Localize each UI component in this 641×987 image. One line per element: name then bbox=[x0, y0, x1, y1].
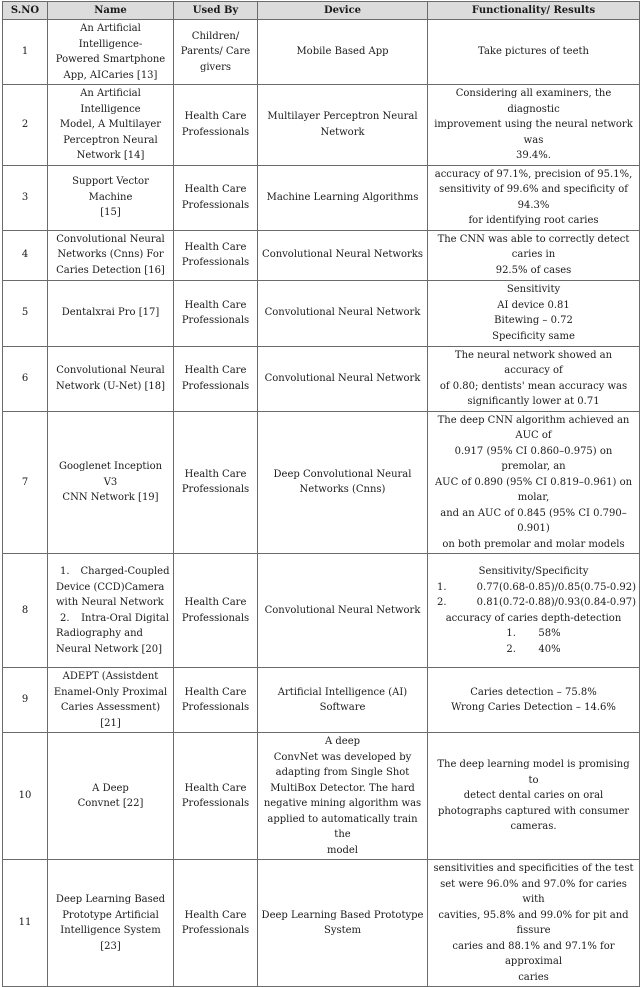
cell-name bbox=[48, 165, 174, 230]
result-value: 58% bbox=[538, 628, 561, 639]
cell-device bbox=[258, 85, 428, 166]
table-header-row bbox=[3, 2, 640, 20]
cell-text-line: The neural network showed an accuracy of bbox=[454, 349, 613, 376]
cell-text-line: Health Care bbox=[184, 365, 247, 376]
cell-used-by bbox=[174, 411, 258, 554]
cell-text-line: Enamel-Only Proximal bbox=[53, 686, 168, 698]
cell-device bbox=[258, 20, 428, 85]
cell-name bbox=[48, 346, 174, 411]
cell-used-by bbox=[174, 733, 258, 860]
cell-results bbox=[428, 280, 640, 346]
cell-device bbox=[258, 280, 428, 346]
table-row bbox=[3, 20, 640, 85]
cell-used-by bbox=[174, 85, 258, 166]
cell-text-line: with Neural Network bbox=[56, 597, 164, 608]
cell-text-line: Health Care bbox=[184, 782, 247, 794]
list-number: 2. bbox=[437, 597, 447, 608]
cell-text-line: for identifying root caries bbox=[468, 215, 599, 226]
cell-device bbox=[258, 554, 428, 668]
table-row bbox=[3, 280, 640, 346]
table-row bbox=[3, 733, 640, 860]
cell-results bbox=[428, 165, 640, 230]
cell-text-line: sensitivities and specificities of the test bbox=[433, 863, 634, 874]
cell-text-line: Device (CCD)Camera bbox=[56, 581, 165, 593]
cell-text-line: givers bbox=[199, 61, 232, 73]
cell-sno: 1 bbox=[3, 20, 48, 85]
cell-text-line: Professionals bbox=[181, 702, 250, 713]
cell-text-line: adapting from Single Shot bbox=[275, 767, 410, 778]
cell-text-line: Professionals bbox=[181, 798, 250, 809]
cell-text-line: Professionals bbox=[181, 199, 250, 211]
cell-text-line: Deep Learning Based bbox=[55, 894, 166, 905]
cell-text-line: Prototype Artificial bbox=[62, 909, 159, 921]
cell-text-line: System bbox=[323, 925, 362, 936]
cell-used-by bbox=[174, 165, 258, 230]
cell-results bbox=[428, 20, 640, 85]
cell-sno: 2 bbox=[3, 85, 48, 166]
cell-used-by bbox=[174, 860, 258, 987]
cell-text-line: Powered Smartphone bbox=[55, 54, 166, 65]
name-list-item bbox=[56, 564, 170, 580]
cell-name bbox=[48, 20, 174, 85]
cell-name bbox=[48, 230, 174, 280]
cell-device bbox=[258, 733, 428, 860]
cell-text-line: Health Care bbox=[184, 468, 247, 480]
cell-text-line: Considering all examiners, the diagnostic bbox=[455, 88, 612, 115]
cell-text-line: Network [14] bbox=[76, 150, 145, 161]
cell-name bbox=[48, 411, 174, 554]
cell-text-line: A deep bbox=[324, 736, 361, 747]
cell-text-line: Caries Assessment) [21] bbox=[60, 702, 161, 729]
cell-text-line: The CNN was able to correctly detect caries in bbox=[437, 233, 630, 261]
cell-results bbox=[428, 346, 640, 411]
cell-text-line: Radiography and bbox=[56, 628, 143, 639]
cell-text-line: Specificity same bbox=[492, 330, 575, 342]
cell-text-line: ADEPT (Assistdent bbox=[62, 671, 159, 682]
cell-text-line: 39.4%. bbox=[516, 150, 551, 161]
cell-text-line: Health Care bbox=[184, 299, 247, 311]
cell-used-by bbox=[174, 280, 258, 346]
cell-text-line: Professionals bbox=[181, 612, 250, 624]
cell-name bbox=[48, 733, 174, 860]
cell-text-line: The deep CNN algorithm achieved an AUC of bbox=[437, 414, 630, 441]
cell-text-line: Children/ bbox=[191, 30, 240, 42]
cell-results bbox=[428, 860, 640, 987]
cell-text-line: Convolutional Neural Networks bbox=[262, 249, 423, 261]
cell-sno: 3 bbox=[3, 165, 48, 230]
cell-text-line: A Deep bbox=[92, 782, 129, 794]
cell-text-line: Machine Learning Algorithms bbox=[266, 191, 419, 203]
cell-results bbox=[428, 411, 640, 554]
cell-text-line: Networks (Cnns) For bbox=[57, 249, 164, 261]
cell-text-line: Sensitivity/Specificity bbox=[478, 566, 589, 577]
cell-text-line: Support Vector Machine bbox=[72, 176, 149, 203]
header-sno: S.NO bbox=[3, 2, 48, 20]
cell-name bbox=[48, 668, 174, 733]
cell-text-line: Professionals bbox=[181, 925, 250, 936]
cell-text-line: Health Care bbox=[184, 909, 247, 921]
cell-text-line: photographs captured with consumer bbox=[437, 805, 630, 817]
cell-name bbox=[48, 85, 174, 166]
cell-text-line: negative mining algorithm was bbox=[263, 798, 422, 809]
cell-text-line: Artificial Intelligence (AI) bbox=[277, 686, 408, 698]
cell-text-line: [15] bbox=[100, 207, 121, 219]
table-row bbox=[3, 85, 640, 166]
cell-text-line: Intra-Oral Digital bbox=[81, 612, 169, 624]
cell-sno: 9 bbox=[3, 668, 48, 733]
cell-text-line: Network (U-Net) [18] bbox=[55, 380, 166, 392]
cell-sno: 8 bbox=[3, 554, 48, 668]
cell-text-line: applied to automatically train the bbox=[267, 813, 418, 840]
ai-caries-detection-table bbox=[2, 1, 640, 987]
cell-used-by bbox=[174, 230, 258, 280]
cell-text-line: improvement using the neural network was bbox=[434, 119, 633, 146]
cell-sno: 10 bbox=[3, 733, 48, 860]
cell-text-line: set were 96.0% and 97.0% for caries with bbox=[440, 878, 627, 905]
cell-text-line: Caries Detection [16] bbox=[56, 264, 165, 276]
cell-text-line: Convolutional Neural bbox=[56, 365, 165, 376]
cell-used-by bbox=[174, 554, 258, 668]
cell-sno: 7 bbox=[3, 411, 48, 554]
cell-text-line: App, AICaries [13] bbox=[63, 69, 158, 81]
cell-text-line: Health Care bbox=[184, 111, 247, 123]
cell-text-line: Mobile Based App bbox=[296, 46, 389, 58]
cell-text-line: Convolutional Neural Network bbox=[264, 307, 421, 319]
cell-results bbox=[428, 733, 640, 860]
cell-text-line: Convnet [22] bbox=[77, 798, 144, 809]
cell-text-line: on both premolar and molar models bbox=[442, 538, 625, 550]
cell-device bbox=[258, 346, 428, 411]
list-number: 2. bbox=[506, 643, 516, 655]
results-list-item bbox=[431, 595, 636, 611]
cell-text-line: Networks (Cnns) bbox=[299, 484, 386, 496]
header-results: Functionality/ Results bbox=[428, 2, 640, 20]
cell-text-line: Network bbox=[320, 126, 365, 138]
cell-text-line: Health Care bbox=[184, 597, 247, 608]
cell-text-line: 92.5% of cases bbox=[495, 264, 572, 276]
cell-device bbox=[258, 230, 428, 280]
cell-text-line: Professionals bbox=[181, 126, 250, 138]
cell-sno: 11 bbox=[3, 860, 48, 987]
name-list-item bbox=[56, 611, 170, 627]
result-value: 0.77(0.68-0.85)/0.85(0.75-0.92) bbox=[476, 581, 636, 593]
table-row bbox=[3, 346, 640, 411]
table-row bbox=[3, 411, 640, 554]
cell-text-line: 0.917 (95% CI 0.860–0.975) on premolar, an bbox=[454, 445, 613, 472]
cell-text-line: Software bbox=[319, 702, 366, 713]
cell-text-line: caries bbox=[518, 971, 549, 983]
cell-text-line: Intelligence System [23] bbox=[60, 925, 161, 952]
result-value: 0.81(0.72-0.88)/0.93(0.84-0.97) bbox=[476, 597, 636, 608]
header-device: Device bbox=[258, 2, 428, 20]
list-number: 1. bbox=[437, 581, 447, 593]
cell-text-line: Convolutional Neural bbox=[56, 233, 165, 245]
cell-used-by bbox=[174, 668, 258, 733]
cell-sno: 5 bbox=[3, 280, 48, 346]
cell-text-line: model bbox=[326, 844, 359, 856]
cell-text-line: Health Care bbox=[184, 184, 247, 195]
cell-text-line: Sensitivity bbox=[506, 284, 561, 295]
cell-text-line: accuracy of caries depth-detection bbox=[445, 612, 622, 624]
cell-text-line: AUC of 0.890 (95% CI 0.819–0.961) on molar, bbox=[434, 476, 633, 503]
cell-device bbox=[258, 411, 428, 554]
cell-text-line: Professionals bbox=[181, 484, 250, 496]
cell-text-line: Parents/ Care bbox=[180, 46, 251, 58]
cell-text-line: Professionals bbox=[181, 380, 250, 392]
cell-device bbox=[258, 165, 428, 230]
table-row bbox=[3, 554, 640, 668]
cell-name bbox=[48, 860, 174, 987]
cell-results bbox=[428, 85, 640, 166]
cell-text-line: CNN Network [19] bbox=[62, 492, 159, 503]
cell-text-line: Deep Learning Based Prototype bbox=[261, 909, 424, 921]
cell-text-line: MultiBox Detector. The hard bbox=[270, 782, 415, 794]
cell-text-line: Convolutional Neural Network bbox=[264, 372, 421, 384]
cell-text-line: Perceptron Neural bbox=[63, 134, 158, 146]
cell-text-line: An Artificial Intelligence bbox=[80, 88, 141, 115]
result-value: 40% bbox=[538, 643, 561, 655]
cell-text-line: The deep learning model is promising to bbox=[437, 759, 630, 786]
cell-text-line: Professionals bbox=[181, 315, 250, 326]
cell-text-line: Caries detection – 75.8% bbox=[470, 686, 597, 698]
cell-device bbox=[258, 860, 428, 987]
list-number: 2. bbox=[60, 612, 70, 624]
cell-text-line: Model, A Multilayer bbox=[59, 119, 162, 130]
cell-text-line: Deep Convolutional Neural bbox=[273, 468, 412, 480]
cell-text-line: AI device 0.81 bbox=[497, 299, 570, 311]
cell-text-line: ConvNet was developed by bbox=[273, 751, 412, 763]
cell-sno: 4 bbox=[3, 230, 48, 280]
cell-text-line: Multilayer Perceptron Neural bbox=[267, 111, 418, 123]
cell-text-line: An Artificial Intelligence- bbox=[78, 23, 143, 50]
cell-text-line: accuracy of 97.1%, precision of 95.1%, bbox=[434, 168, 633, 180]
cell-text-line: cameras. bbox=[510, 821, 557, 833]
cell-text-line: Charged-Coupled bbox=[80, 566, 170, 577]
list-number: 1. bbox=[506, 628, 516, 639]
cell-used-by bbox=[174, 20, 258, 85]
cell-text-line: Bitewing – 0.72 bbox=[494, 315, 573, 326]
cell-text-line: Take pictures of teeth bbox=[478, 46, 589, 58]
cell-results bbox=[428, 230, 640, 280]
cell-results bbox=[428, 668, 640, 733]
table-row bbox=[3, 165, 640, 230]
cell-used-by bbox=[174, 346, 258, 411]
cell-sno: 6 bbox=[3, 346, 48, 411]
cell-text-line: Professionals bbox=[181, 257, 250, 268]
header-used-by: Used By bbox=[174, 2, 258, 20]
results-list-item bbox=[431, 626, 636, 642]
cell-device bbox=[258, 668, 428, 733]
cell-text-line: Googlenet Inception V3 bbox=[58, 461, 163, 488]
cell-text-line: cavities, 95.8% and 99.0% for pit and fissure bbox=[438, 909, 629, 936]
cell-text-line: and an AUC of 0.845 (95% CI 0.790–0.901) bbox=[440, 507, 627, 534]
cell-text-line: Health Care bbox=[184, 686, 247, 698]
list-number: 1. bbox=[60, 566, 70, 577]
cell-text-line: detect dental caries on oral bbox=[463, 790, 604, 802]
cell-text-line: caries and 88.1% and 97.1% for approximal bbox=[452, 940, 615, 967]
table-row bbox=[3, 860, 640, 987]
table-row bbox=[3, 230, 640, 280]
cell-text-line: Health Care bbox=[184, 241, 247, 253]
cell-results bbox=[428, 554, 640, 668]
cell-name bbox=[48, 554, 174, 668]
table-row bbox=[3, 668, 640, 733]
cell-text-line: Neural Network [20] bbox=[56, 643, 163, 655]
header-name: Name bbox=[48, 2, 174, 20]
cell-text-line: of 0.80; dentists' mean accuracy was bbox=[439, 380, 628, 392]
cell-name bbox=[48, 280, 174, 346]
cell-text-line: sensitivity of 99.6% and specificity of 94.3% bbox=[439, 184, 628, 211]
cell-text-line: significantly lower at 0.71 bbox=[467, 396, 600, 407]
cell-text-line: Wrong Caries Detection – 14.6% bbox=[451, 702, 616, 713]
cell-text-line: Convolutional Neural Network bbox=[264, 604, 421, 616]
results-list-item bbox=[431, 580, 636, 596]
cell-text-line: Dentalxrai Pro [17] bbox=[61, 307, 160, 319]
results-list-item bbox=[431, 642, 636, 658]
